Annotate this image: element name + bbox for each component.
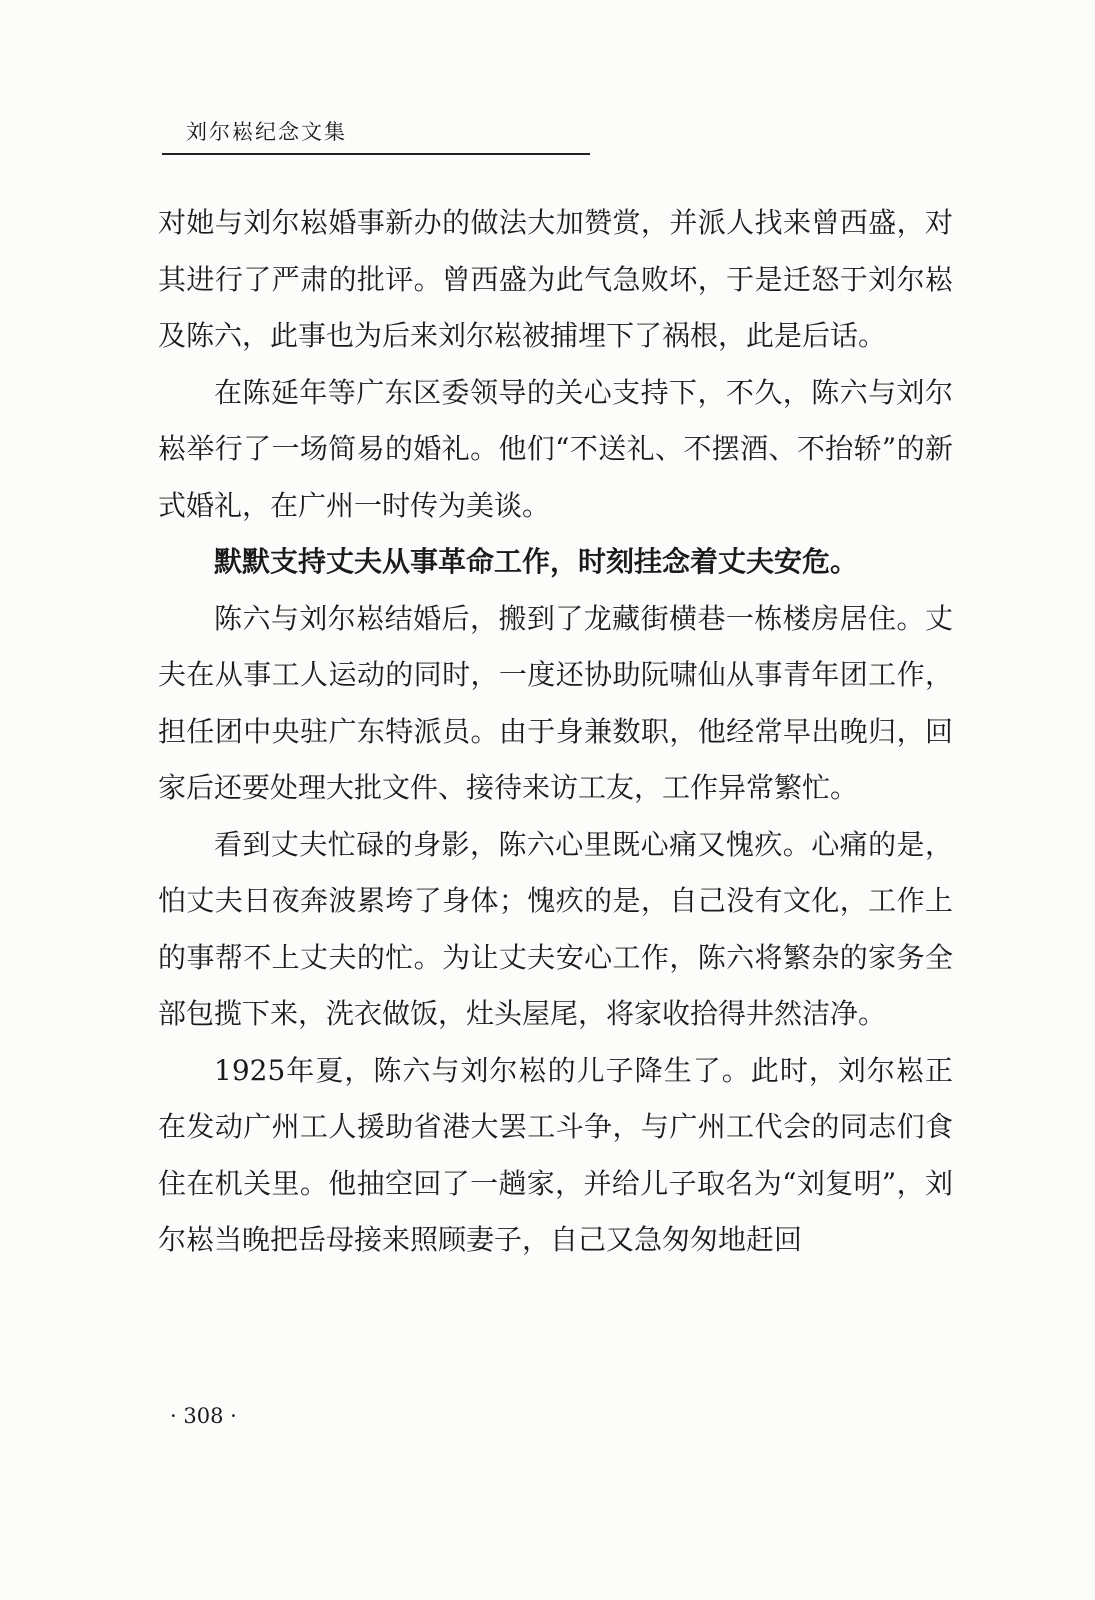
running-title: 刘尔崧纪念文集 xyxy=(186,120,347,144)
paragraph-continued: 对她与刘尔崧婚事新办的做法大加赞赏，并派人找来曾西盛，对其进行了严肃的批评。曾西盛为此气急败坏，于是迁怒于刘尔崧及陈六，此事也为后来刘尔崧被捕埋下了祸根，此是后话。 xyxy=(158,206,953,352)
section-heading: 默默支持丈夫从事革命工作，时刻挂念着丈夫安危。 xyxy=(214,545,859,578)
page-number: · 308 · xyxy=(170,1404,237,1428)
paragraph: 陈六与刘尔崧结婚后，搬到了龙藏街横巷一栋楼房居住。丈夫在从事工人运动的同时，一度还协助阮啸仙从事青年团工作，担任团中央驻广东特派员。由于身兼数职，他经常早出晚归，回家后还要处理大批文件、接待来访工友，工作异常繁忙。 xyxy=(158,601,953,804)
body-text xyxy=(158,195,953,1269)
paragraph: 1925年夏，陈六与刘尔崧的儿子降生了。此时，刘尔崧正在发动广州工人援助省港大罢工斗争，与广州工代会的同志们食住在机关里。他抽空回了一趟家，并给儿子取名为“刘复明”，刘尔崧当晚把岳母接来照顾妻子，自己又急匆匆地赶回 xyxy=(158,1053,953,1256)
header-rule xyxy=(162,153,590,155)
paragraph: 在陈延年等广东区委领导的关心支持下，不久，陈六与刘尔崧举行了一场简易的婚礼。他们“不送礼、不摆酒、不抬轿”的新式婚礼，在广州一时传为美谈。 xyxy=(158,375,953,522)
paragraph: 看到丈夫忙碌的身影，陈六心里既心痛又愧疚。心痛的是，怕丈夫日夜奔波累垮了身体；愧疚的是，自己没有文化，工作上的事帮不上丈夫的忙。为让丈夫安心工作，陈六将繁杂的家务全部包揽下来，洗衣做饭，灶头屋尾，将家收拾得井然洁净。 xyxy=(158,827,953,1030)
